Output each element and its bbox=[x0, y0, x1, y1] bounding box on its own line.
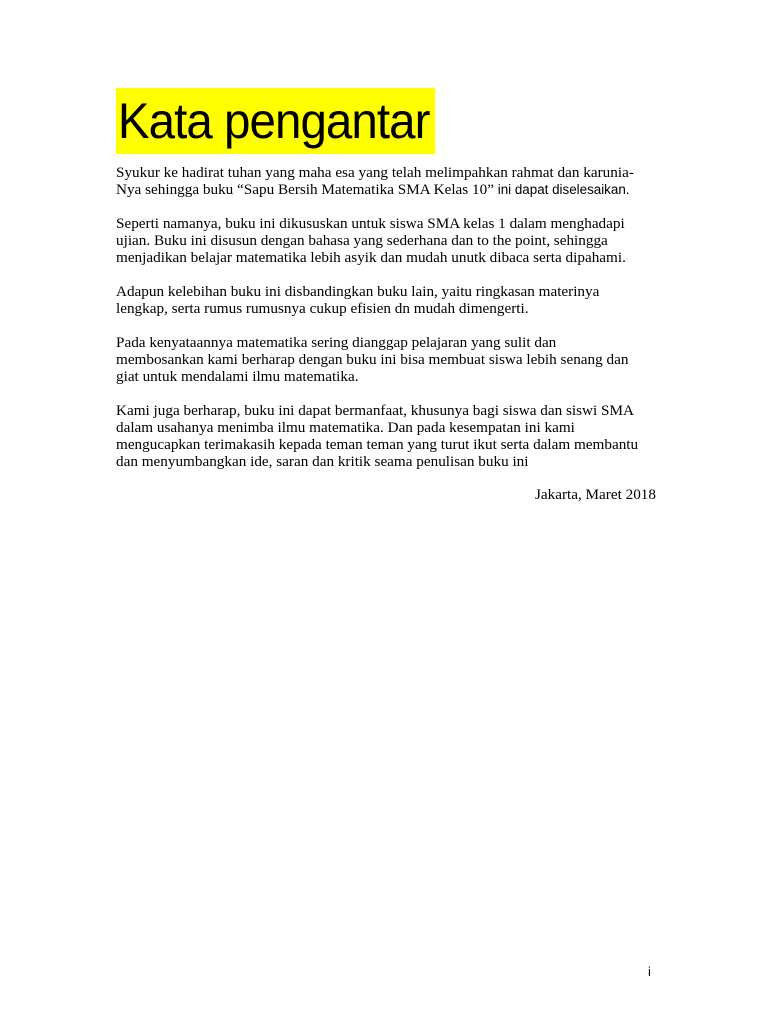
page-number: i bbox=[648, 964, 651, 979]
paragraph-line: dan menyumbangkan ide, saran dan kritik seama penulisan buku ini bbox=[116, 453, 529, 470]
paragraph-2 bbox=[116, 215, 656, 266]
paragraph-line: Pada kenyataannya matematika sering dianggap pelajaran yang sulit dan bbox=[116, 334, 557, 351]
paragraph-line: lengkap, serta rumus rumusnya cukup efisien dn mudah dimengerti. bbox=[116, 300, 529, 317]
signature-place-date: Jakarta, Maret 2018 bbox=[534, 486, 656, 503]
page-title: Kata pengantar bbox=[116, 88, 435, 154]
paragraph-line: menjadikan belajar matematika lebih asyik dan mudah unutk dibaca serta dipahami. bbox=[116, 249, 626, 266]
paragraph-line-text: Nya sehingga buku “Sapu Bersih Matematika SMA Kelas 10” bbox=[116, 181, 494, 198]
paragraph-5 bbox=[116, 402, 656, 470]
paragraph-line-tail-end: . bbox=[625, 182, 630, 197]
paragraph-line: dalam usahanya menimba ilmu matematika. Dan pada kesempatan ini kami bbox=[116, 419, 575, 436]
paragraph-line: mengucapkan terimakasih kepada teman teman yang turut ikut serta dalam membantu bbox=[116, 436, 639, 453]
paragraph-line: ujian. Buku ini disusun dengan bahasa yang sederhana dan to the point, sehingga bbox=[116, 232, 608, 249]
paragraph-line: Syukur ke hadirat tuhan yang maha esa yang telah melimpahkan rahmat dan karunia- bbox=[116, 164, 634, 181]
paragraph-line: Adapun kelebihan buku ini disbandingkan buku lain, yaitu ringkasan materinya bbox=[116, 283, 600, 300]
paragraph-line: Seperti namanya, buku ini dikususkan untuk siswa SMA kelas 1 dalam menghadapi bbox=[116, 215, 625, 232]
paragraph-line-tail: ini dapat diselesaikan bbox=[497, 182, 626, 197]
paragraph-3 bbox=[116, 283, 656, 317]
paragraph-line bbox=[116, 181, 656, 198]
paragraph-4 bbox=[116, 334, 656, 385]
paragraph-line: membosankan kami berharap dengan buku ini bisa membuat siswa lebih senang dan bbox=[116, 351, 629, 368]
paragraph-1 bbox=[116, 164, 656, 198]
document-body bbox=[116, 164, 656, 503]
paragraph-line: Kami juga berharap, buku ini dapat bermanfaat, khusunya bagi siswa dan siswi SMA bbox=[116, 402, 634, 419]
paragraph-line: giat untuk mendalami ilmu matematika. bbox=[116, 368, 359, 385]
